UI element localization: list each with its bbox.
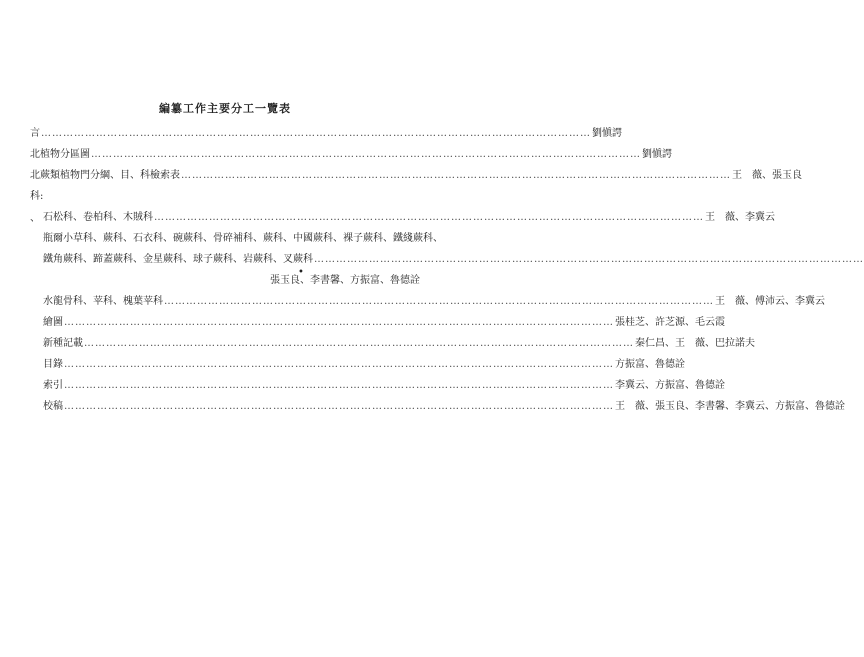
entry-distribution-map bbox=[30, 148, 672, 162]
entry-names: 王 薇、李冀云 bbox=[705, 212, 775, 223]
document-page: 編簒工作主要分工一覽表 言 …………………………………………………………………………………………………………………………………… 劉愼諤 北植物分區圖 …………………………………………………………………………………………………………………………………… 劉愼諤 北蕨類植物門分綱、目、科檢索表 …………………………………………………………………………………………………………………………………… 王 薇、張玉良 科: 、 石松科、卷柏科、木賊科 …………………………………………………………………………………………………………………………………… 王 薇、李冀云 瓶爾小草科、蕨科、石衣科、碗蕨科、骨碎補科、蕨科、中國蕨科、裸子蕨科、鐵綫蕨科、 鐵角蕨科、蹄蓋蕨科、金星蕨科、球子蕨科、岩蕨科、叉蕨科 …………………………………………………………………………………………………………………………………… • 張玉良、李書馨、方振富、魯德詮 水龍骨科、苹科、槐葉苹科 …………………………………………………………………………………………………………………………………… 王 薇、傅沛云、李冀云 繪圖 …………………………………………………………………………………………………………………………………… 張桂芝、許芝源、毛云霞 新種記載 …………………………………………………………………………………………………………………………………… 秦仁昌、王 薇、巴拉諾夫 目錄 …………………………………………………………………………………………………………………………………… 方振富、魯德詮 索引 …………………………………………………………………………………………………………………………………… 李冀云、方振富、魯德詮 校稿 …………………………………………………………………………………………………………………………………… 王 薇、張玉良、李書馨、李冀云、方振富、魯德詮 bbox=[0, 0, 450, 657]
leader-dots: …………………………………………………………………………………………………………………………………… bbox=[154, 212, 704, 223]
leader-dots: …………………………………………………………………………………………………………………………………… bbox=[91, 149, 641, 160]
leader-dots: …………………………………………………………………………………………………………………………………… bbox=[64, 317, 614, 328]
entry-names: 秦仁昌、王 薇、巴拉諾夫 bbox=[635, 338, 755, 349]
entry-names: 王 薇、張玉良、李書馨、李冀云、方振富、魯德詮 bbox=[615, 401, 845, 412]
entry-drawing bbox=[43, 316, 725, 330]
entry-label: 北植物分區圖 bbox=[30, 149, 90, 160]
leader-dots: …………………………………………………………………………………………………………………………………… bbox=[314, 254, 864, 265]
leader-dots: …………………………………………………………………………………………………………………………………… bbox=[64, 359, 614, 370]
entry-names: 方振富、魯德詮 bbox=[615, 359, 685, 370]
entry-names: 李冀云、方振富、魯德詮 bbox=[615, 380, 725, 391]
leader-dots: …………………………………………………………………………………………………………………………………… bbox=[84, 338, 634, 349]
entry-proofreading bbox=[43, 400, 845, 414]
entry-label: 校稿 bbox=[43, 401, 63, 412]
leader-dots: …………………………………………………………………………………………………………………………………… bbox=[64, 380, 614, 391]
leader-dots: …………………………………………………………………………………………………………………………………… bbox=[41, 128, 591, 139]
entry-families-1 bbox=[43, 211, 775, 225]
entry-label: 索引 bbox=[43, 380, 63, 391]
entry-label: 水龍骨科、苹科、槐葉苹科 bbox=[43, 296, 163, 307]
entry-families-3 bbox=[43, 295, 825, 309]
section-heading: 科: bbox=[30, 191, 44, 202]
entry-label: 石松科、卷柏科、木賊科 bbox=[43, 212, 153, 223]
leader-dots: …………………………………………………………………………………………………………………………………… bbox=[164, 296, 714, 307]
entry-label: 北蕨類植物門分綱、目、科檢索表 bbox=[30, 170, 180, 181]
entry-label: 目錄 bbox=[43, 359, 63, 370]
entry-families-2b bbox=[43, 253, 864, 267]
leader-dots: …………………………………………………………………………………………………………………………………… bbox=[64, 401, 614, 412]
entry-label: 繪圖 bbox=[43, 317, 63, 328]
entry-names: 王 薇、傅沛云、李冀云 bbox=[715, 296, 825, 307]
entry-label: 鐵角蕨科、蹄蓋蕨科、金星蕨科、球子蕨科、岩蕨科、叉蕨科 bbox=[43, 254, 313, 265]
entry-index bbox=[43, 379, 725, 393]
entry-new-species bbox=[43, 337, 755, 351]
entry-families-2-names: 張玉良、李書馨、方振富、魯德詮 bbox=[270, 275, 420, 286]
entry-names: 劉愼諤 bbox=[592, 128, 622, 139]
entry-label: 言 bbox=[30, 128, 40, 139]
entry-names: 王 薇、張玉良 bbox=[732, 170, 802, 181]
leader-dots: …………………………………………………………………………………………………………………………………… bbox=[181, 170, 731, 181]
page-title: 編簒工作主要分工一覽表 bbox=[159, 102, 291, 115]
entry-contents bbox=[43, 358, 685, 372]
entry-key bbox=[30, 169, 802, 183]
entry-families-2a: 瓶爾小草科、蕨科、石衣科、碗蕨科、骨碎補科、蕨科、中國蕨科、裸子蕨科、鐵綫蕨科、 bbox=[43, 233, 443, 244]
entry-preface bbox=[30, 127, 622, 141]
entry-names: 張桂芝、許芝源、毛云霞 bbox=[615, 317, 725, 328]
entry-names: 劉愼諤 bbox=[642, 149, 672, 160]
entry-label: 新種記載 bbox=[43, 338, 83, 349]
